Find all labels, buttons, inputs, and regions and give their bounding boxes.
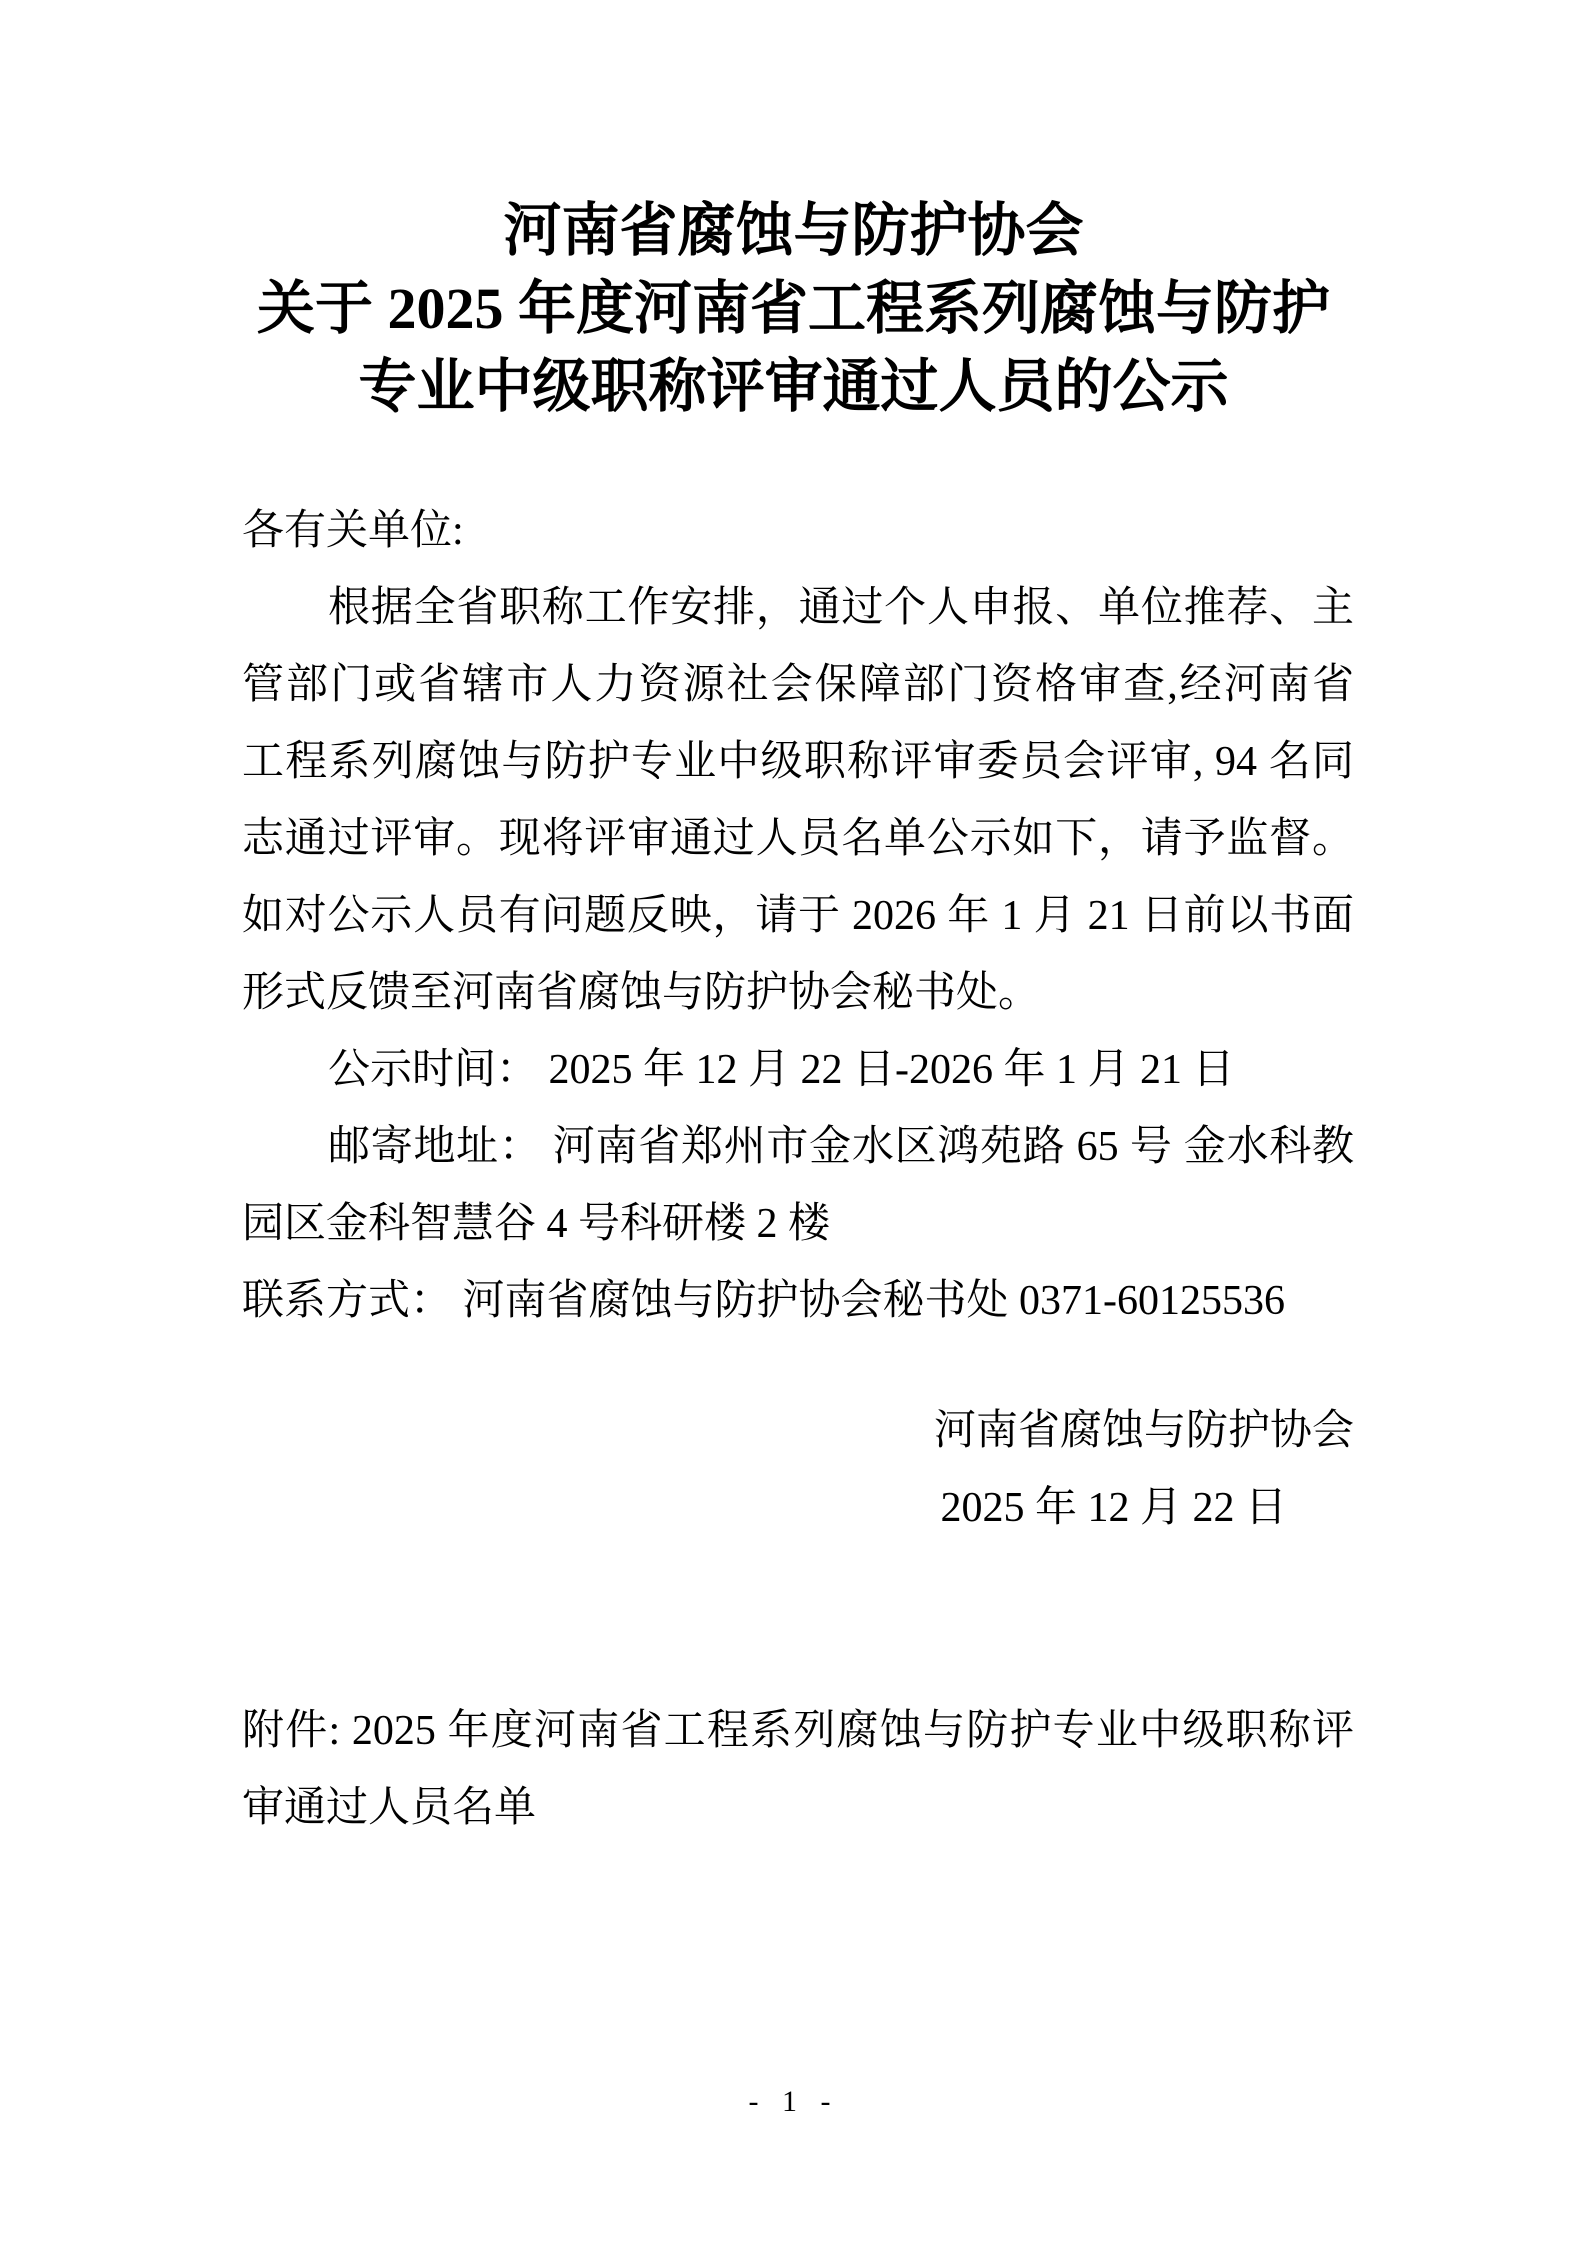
contact-line: 联系方式： 河南省腐蚀与防护协会秘书处 0371-60125536: [242, 1278, 1285, 1324]
signature-date: 2025 年 12 月 22 日: [940, 1485, 1287, 1531]
attachment-line-2: 审通过人员名单: [242, 1785, 537, 1831]
body-line: 志通过评审。现将评审通过人员名单公示如下，请予监督。: [242, 816, 1354, 862]
attachment-block: [242, 1693, 1354, 1847]
mailing-address-line-2: 园区金科智慧谷 4 号科研楼 2 楼: [242, 1201, 831, 1247]
body-line: 形式反馈至河南省腐蚀与防护协会秘书处。: [242, 970, 1041, 1016]
body-line: 管部门或省辖市人力资源社会保障部门资格审查,经河南省: [242, 662, 1354, 708]
signature-org: 河南省腐蚀与防护协会: [933, 1408, 1354, 1454]
signature-block: [242, 1393, 1354, 1547]
document-body: [242, 493, 1354, 1340]
publicity-period-line: 公示时间： 2025 年 12 月 22 日-2026 年 1 月 21 日: [328, 1047, 1235, 1093]
document-title: [0, 0, 1587, 426]
body-line: 根据全省职称工作安排，通过个人申报、单位推荐、主: [328, 585, 1354, 631]
title-line-2: 关于 2025 年度河南省工程系列腐蚀与防护: [256, 276, 1330, 341]
title-line-3: 专业中级职称评审通过人员的公示: [358, 354, 1229, 419]
mailing-address-line: 邮寄地址： 河南省郑州市金水区鸿苑路 65 号 金水科教: [328, 1124, 1354, 1170]
salutation: 各有关单位:: [242, 508, 464, 554]
page-number: - 1 -: [748, 2085, 839, 2118]
attachment-line-1: 附件: 2025 年度河南省工程系列腐蚀与防护专业中级职称评: [242, 1708, 1354, 1754]
title-line-1: 河南省腐蚀与防护协会: [503, 198, 1084, 263]
body-line: 如对公示人员有问题反映，请于 2026 年 1 月 21 日前以书面: [242, 893, 1354, 939]
body-line: 工程系列腐蚀与防护专业中级职称评审委员会评审, 94 名同: [242, 739, 1354, 785]
